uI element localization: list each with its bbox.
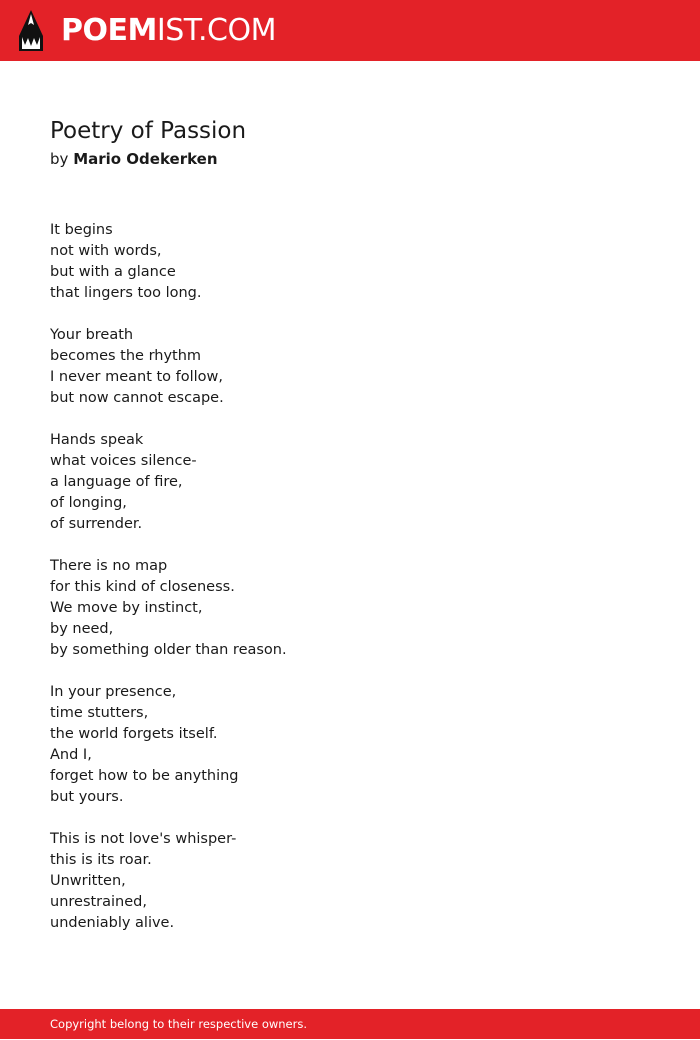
poem-line: of surrender.	[50, 516, 143, 532]
poem-line: of longing,	[50, 495, 127, 511]
poem-line: a language of fire,	[50, 474, 183, 490]
poem-line: becomes the rhythm	[50, 348, 202, 364]
stanza	[50, 430, 650, 535]
stanza	[50, 829, 650, 934]
author-name: Mario Odekerken	[73, 150, 218, 168]
poem-line: In your presence,	[50, 684, 177, 700]
site-header	[0, 0, 700, 61]
poem-line: what voices silence-	[50, 453, 197, 469]
poem-line: not with words,	[50, 243, 162, 259]
poem-title: Poetry of Passion	[50, 118, 247, 144]
site-footer	[0, 1009, 700, 1039]
by-label: by	[50, 150, 69, 168]
poem-line: by something older than reason.	[50, 642, 287, 658]
stanza	[50, 556, 650, 661]
poem-line: unrestrained,	[50, 894, 147, 910]
poem-line: Hands speak	[50, 432, 144, 448]
poem-line: the world forgets itself.	[50, 726, 218, 742]
copyright-notice: Copyright belong to their respective owners.	[50, 1017, 308, 1031]
poem-line: forget how to be anything	[50, 768, 239, 784]
poem-line: Unwritten,	[50, 873, 126, 889]
stanza	[50, 325, 650, 409]
poem-line: There is no map	[50, 558, 168, 574]
poem-line: time stutters,	[50, 705, 149, 721]
poem-line: We move by instinct,	[50, 600, 203, 616]
poem-line: I never meant to follow,	[50, 369, 224, 385]
stanza	[50, 682, 650, 808]
poem-line: undeniably alive.	[50, 915, 175, 931]
poem-line: that lingers too long.	[50, 285, 202, 301]
site-logo[interactable]	[17, 9, 276, 53]
byline	[50, 148, 650, 170]
poem-line: And I,	[50, 747, 92, 763]
logo-bold-text: POEM	[61, 13, 157, 48]
poem-line: It begins	[50, 222, 113, 238]
poem-container	[50, 115, 650, 955]
poem-line: by need,	[50, 621, 114, 637]
stanza	[50, 220, 650, 304]
poem-line: but now cannot escape.	[50, 390, 224, 406]
poem-line: This is not love's whisper-	[50, 831, 237, 847]
poem-line: this is its roar.	[50, 852, 152, 868]
logo-wordmark	[61, 9, 276, 53]
pencil-nib-icon	[17, 9, 45, 53]
poem-line: Your breath	[50, 327, 134, 343]
poem-body	[50, 220, 650, 934]
poem-line: for this kind of closeness.	[50, 579, 235, 595]
poem-line: but with a glance	[50, 264, 176, 280]
logo-light-text: IST.COM	[156, 13, 276, 48]
poem-line: but yours.	[50, 789, 124, 805]
